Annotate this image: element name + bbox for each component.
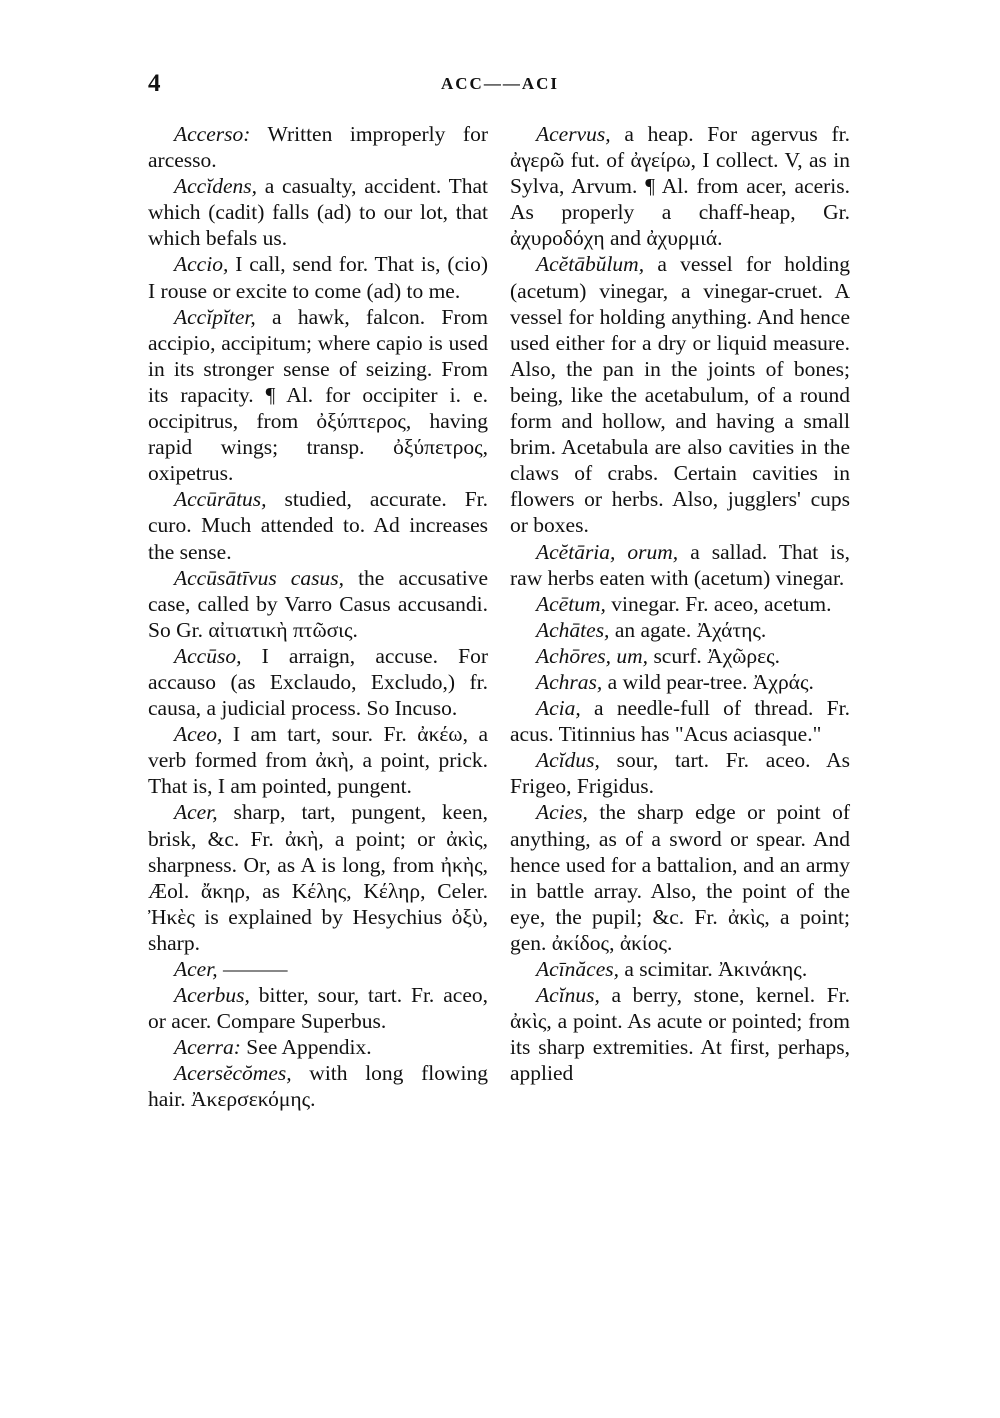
entry-definition: a needle-full of thread. Fr. acus. Titinnius has "Acus aciasque." (510, 696, 850, 747)
entry-headword: Acētum, (536, 591, 606, 616)
entry-headword: Acĕtāria, orum, (536, 539, 679, 564)
entry-headword: Accūsātīvus casus, (174, 565, 344, 590)
entry-headword: Acerbus, (174, 983, 250, 1008)
running-head: ACC——ACI (441, 74, 559, 93)
entry-headword: Acīnăces, (536, 957, 619, 981)
entry-headword: Acer, (174, 957, 218, 981)
dictionary-entry (510, 251, 850, 538)
dictionary-entry (510, 695, 850, 747)
entry-definition: vinegar. Fr. aceo, acetum. (605, 591, 832, 616)
entry-definition: a wild pear-tree. Ἀχράς. (602, 669, 814, 694)
entry-definition: a casualty, accident. That which (cadit) falls (ad) to our lot, that which befals us. (148, 174, 488, 251)
entry-headword: Achōres, um, (536, 643, 649, 668)
dictionary-entry (510, 591, 850, 617)
dictionary-entry (148, 565, 488, 643)
entry-headword: Accerso: (174, 122, 251, 146)
entry-definition: a sallad. That is, raw herbs eaten with (acetum) vinegar. (510, 539, 850, 590)
dictionary-entry (148, 173, 488, 251)
entry-definition: Written improperly for arcesso. (148, 122, 488, 173)
entry-headword: Acĭdus, (536, 748, 600, 773)
entry-headword: Accĭdens, (174, 174, 257, 199)
dictionary-entry (148, 251, 488, 303)
entry-headword: Achātes, (536, 617, 610, 642)
page-number: 4 (148, 70, 161, 97)
entry-definition: a scimitar. Ἀκινάκης. (618, 957, 808, 981)
entry-definition: scurf. Ἀχῶρες. (648, 643, 781, 668)
entry-headword: Acervus, (536, 122, 611, 146)
dictionary-entry (148, 956, 488, 982)
dictionary-entry (148, 721, 488, 799)
dictionary-entry (148, 121, 488, 173)
entry-definition: a vessel for holding (acetum) vinegar, a vinegar-cruet. A vessel for holding anything. And hence used either for a dry or liquid measure. Also, the pan in the joints of bones; being, like the acetabulum, of a round form and hollow, and having a small brim. Acetabula are also cavities in the claws of crabs. Certain cavities in flowers or herbs. Also, jugglers' cups or boxes. (510, 252, 850, 538)
dictionary-entry (148, 1060, 488, 1112)
entry-headword: Accūso, (174, 643, 242, 668)
entry-definition: I arraign, accuse. For accauso (as Exclaudo, Excludo,) fr. causa, a judicial process. So Incuso. (148, 643, 488, 721)
dictionary-entry (148, 982, 488, 1034)
entry-definition: sour, tart. Fr. aceo. As Frigeo, Frigidus. (510, 748, 850, 799)
entry-headword: Accĭpĭter, (174, 304, 256, 329)
dictionary-entry (510, 799, 850, 956)
entry-definition: sharp, tart, pungent, keen, brisk, &c. Fr. ἀκὴ, a point; or ἀκὶς, sharpness. Or, as A is long, from ἠκὴς, Æol. ἄκηρ, as Κέλης, Κέληρ, Celer. Ἠκὲς is explained by Hesychius ὀξὺ, sharp. (148, 800, 488, 955)
entry-definition: ——— (217, 957, 288, 981)
entry-definition: the sharp edge or point of anything, as of a sword or spear. And hence used for a battalion, and an army in battle array. Also, the point of the eye, the pupil; &c. Fr. ἀκὶς, a point; gen. ἀκίδος, ἀκίος. (510, 800, 850, 955)
entry-definition: with long flowing hair. Ἀκερσεκόμης. (148, 1061, 488, 1112)
entry-definition: I am tart, sour. Fr. ἀκέω, a verb formed from ἀκὴ, a point, prick. That is, I am pointed, pungent. (148, 722, 488, 799)
dictionary-entry (510, 539, 850, 591)
dictionary-entry (510, 747, 850, 799)
dictionary-entry (510, 617, 850, 643)
entry-headword: Accūrātus, (174, 487, 267, 512)
entry-definition: See Appendix. (240, 1035, 372, 1060)
entry-headword: Acerra: (174, 1035, 241, 1060)
dictionary-entry (510, 121, 850, 251)
dictionary-entry (510, 669, 850, 695)
entry-headword: Acĭnus, (536, 983, 600, 1008)
entry-headword: Acersĕcŏmes, (174, 1061, 292, 1086)
entry-headword: Achras, (536, 669, 603, 694)
right-column (510, 121, 850, 1086)
entry-definition: a hawk, falcon. From accipio, accipitum; where capio is used in its stronger sense of seizing. From its rapacity. ¶ Al. for occipiter i. e. occipitrus, from ὀξύπτερος, having rapid wings; transp. ὀξύπετρος, oxipetrus. (148, 304, 488, 486)
entry-definition: bitter, sour, tart. Fr. aceo, or acer. Compare Superbus. (148, 983, 488, 1034)
entry-headword: Acĕtābŭlum, (536, 252, 645, 277)
entry-definition: the accusative case, called by Varro Casus accusandi. So Gr. αἰτιατικὴ πτῶσις. (148, 565, 489, 642)
dictionary-entry (510, 956, 850, 982)
dictionary-entry (148, 486, 488, 564)
dictionary-entry (148, 304, 488, 487)
entry-definition: studied, accurate. Fr. curo. Much attended to. Ad increases the sense. (148, 487, 488, 564)
left-column (148, 121, 488, 1113)
entry-headword: Acia, (536, 696, 581, 721)
dictionary-entry (510, 643, 850, 669)
entry-definition: a berry, stone, kernel. Fr. ἀκὶς, a point. As acute or pointed; from its sharp extremities. At first, perhaps, applied (510, 983, 850, 1086)
entry-headword: Acies, (536, 800, 588, 825)
dictionary-entry (510, 982, 850, 1086)
entry-definition: an agate. Ἀχάτης. (609, 617, 767, 642)
entry-headword: Aceo, (174, 722, 223, 747)
entry-definition: a heap. For agervus fr. ἀγερῶ fut. of ἀγείρω, I collect. V, as in Sylva, Arvum. ¶ Al. from acer, aceris. As properly a chaff-heap, Gr. ἀχυροδόχη and ἀχυρμιά. (510, 122, 850, 251)
entry-headword: Accio, (174, 252, 229, 277)
dictionary-entry (148, 1034, 488, 1060)
entry-definition: I call, send for. That is, (cio) I rouse or excite to come (ad) to me. (148, 252, 488, 303)
entry-headword: Acer, (174, 800, 218, 825)
dictionary-entry (148, 643, 488, 721)
dictionary-entry (148, 799, 488, 956)
